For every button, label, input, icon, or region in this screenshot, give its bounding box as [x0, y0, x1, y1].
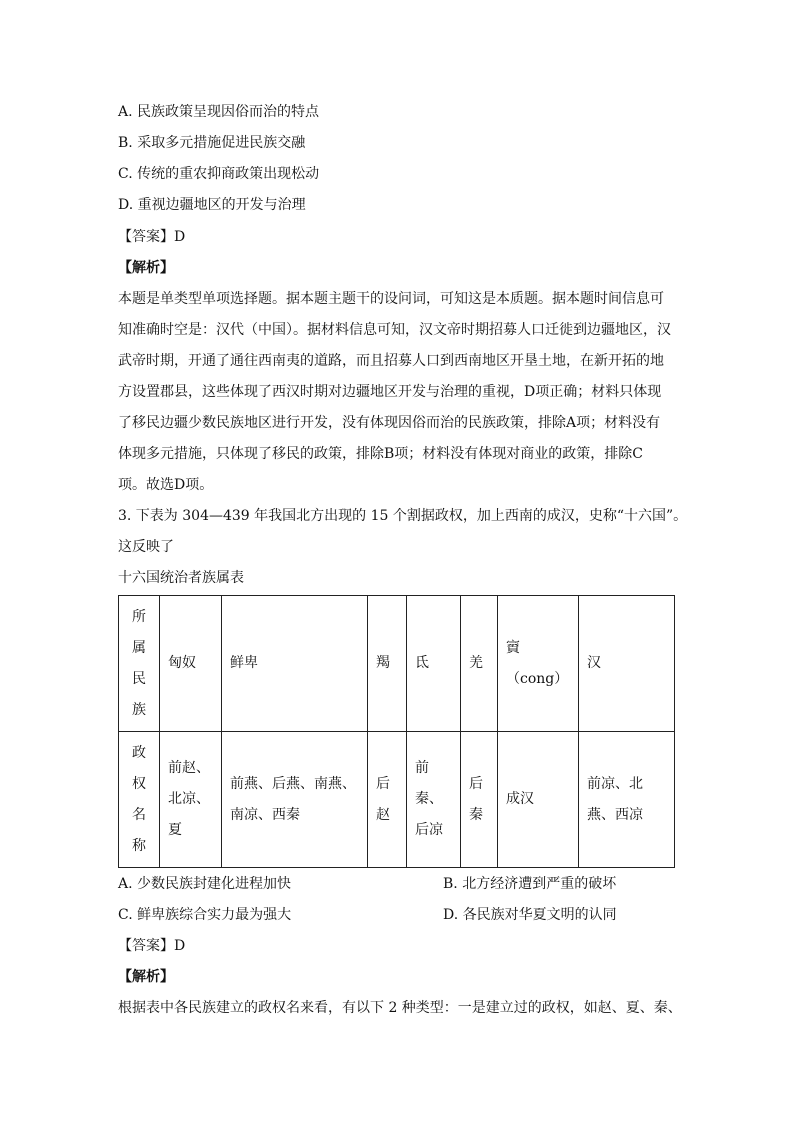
- table-cell: [461, 732, 498, 868]
- q2-option-a: A. 民族政策呈现因俗而治的特点: [118, 104, 320, 120]
- cell-text: 南凉、西秦: [230, 806, 300, 823]
- q2-analysis-line: 本题是单类型单项选择题。据本题主题干的设问词，可知这是本质题。据本题时间信息可: [118, 291, 664, 307]
- table-row-regime: [119, 732, 675, 868]
- q2-analysis-line: 方设置郡县，这些体现了西汉时期对边疆地区开发与治理的重视，D项正确；材料只体现: [118, 384, 662, 400]
- cell-text: 汉: [587, 655, 601, 671]
- table-cell: [407, 732, 461, 868]
- cell-text: 燕、西凉: [587, 806, 643, 823]
- q3-stem-line: 这反映了: [118, 539, 174, 555]
- q3-stem-line: 3. 下表为 304—439 年我国北方出现的 15 个割据政权，加上西南的成汉，史称“十六国”。: [118, 508, 688, 524]
- q2-analysis-line: 武帝时期，开通了通往西南夷的道路，而且招募人口到西南地区开垦土地，在新开拓的地: [118, 353, 664, 369]
- cell-text: 鲜卑: [230, 655, 258, 671]
- table-cell: [579, 732, 675, 868]
- row-header-cell: [119, 596, 160, 732]
- cell-text: 前凉、北: [587, 775, 643, 792]
- q3-option-c: C. 鲜卑族综合实力最为强大: [118, 907, 292, 923]
- q3-option-d: D. 各民族对华夏文明的认同: [443, 907, 617, 923]
- cell-text: 賨: [506, 639, 520, 656]
- table-cell: [160, 596, 222, 732]
- q2-analysis-line: 项。故选D项。: [118, 477, 214, 493]
- cell-text: （cong）: [506, 670, 569, 687]
- q2-answer: 【答案】D: [118, 229, 186, 245]
- q2-analysis-line: 知准确时空是：汉代（中国）。据材料信息可知，汉文帝时期招募人口迁徙到边疆地区，汉: [118, 322, 671, 338]
- row-header-ethnic: 所属民族: [132, 608, 146, 718]
- q3-option-b: B. 北方经济遭到严重的破坏: [443, 876, 617, 892]
- cell-text: 后凉: [415, 822, 443, 838]
- cell-text: 秦: [469, 806, 483, 823]
- table-cell: [579, 596, 675, 732]
- cell-text: 前赵、: [168, 760, 210, 776]
- cell-text: 后: [376, 775, 390, 792]
- q2-option-b: B. 采取多元措施促进民族交融: [118, 135, 306, 151]
- table-cell: [368, 596, 407, 732]
- cell-text: 赵: [376, 806, 390, 823]
- table-cell: [498, 596, 579, 732]
- q2-analysis-label: 【解析】: [118, 260, 174, 276]
- cell-text: 前燕、后燕、南燕、: [230, 775, 356, 792]
- table-row-ethnic: [119, 596, 675, 732]
- cell-text: 前: [415, 760, 429, 776]
- q2-analysis-line: 了移民边疆少数民族地区进行开发，没有体现因俗而治的民族政策，排除A项；材料没有: [118, 415, 661, 431]
- q3-answer: 【答案】D: [118, 938, 186, 954]
- q3-option-a: A. 少数民族封建化进程加快: [118, 876, 292, 892]
- table-cell: [222, 732, 368, 868]
- cell-text: 氐: [415, 655, 429, 671]
- ethnic-regime-table: [118, 595, 675, 868]
- table-cell: [222, 596, 368, 732]
- q2-option-c: C. 传统的重农抑商政策出现松动: [118, 166, 320, 182]
- cell-text: 秦、: [415, 791, 443, 807]
- cell-text: 羯: [376, 655, 390, 671]
- cell-text: 羌: [469, 655, 483, 671]
- table-cell: [160, 732, 222, 868]
- row-header-cell: [119, 732, 160, 868]
- cell-text: 成汉: [506, 791, 534, 807]
- table-cell: [407, 596, 461, 732]
- q2-option-d: D. 重视边疆地区的开发与治理: [118, 197, 306, 213]
- row-header-regime: 政权名称: [132, 744, 146, 854]
- cell-text: 夏: [168, 822, 182, 838]
- cell-text: 后: [469, 775, 483, 792]
- cell-text: 匈奴: [168, 655, 196, 671]
- table-cell: [461, 596, 498, 732]
- q3-analysis-label: 【解析】: [118, 969, 174, 985]
- table-cell: [368, 732, 407, 868]
- cell-text: 北凉、: [168, 791, 210, 807]
- q3-analysis-line: 根据表中各民族建立的政权名来看，有以下 2 种类型：一是建立过的政权，如赵、夏、秦、: [118, 1000, 682, 1016]
- q2-analysis-line: 体现多元措施，只体现了移民的政策，排除B项；材料没有体现对商业的政策，排除C: [118, 446, 643, 462]
- table-cell: [498, 732, 579, 868]
- table-caption: 十六国统治者族属表: [118, 570, 244, 586]
